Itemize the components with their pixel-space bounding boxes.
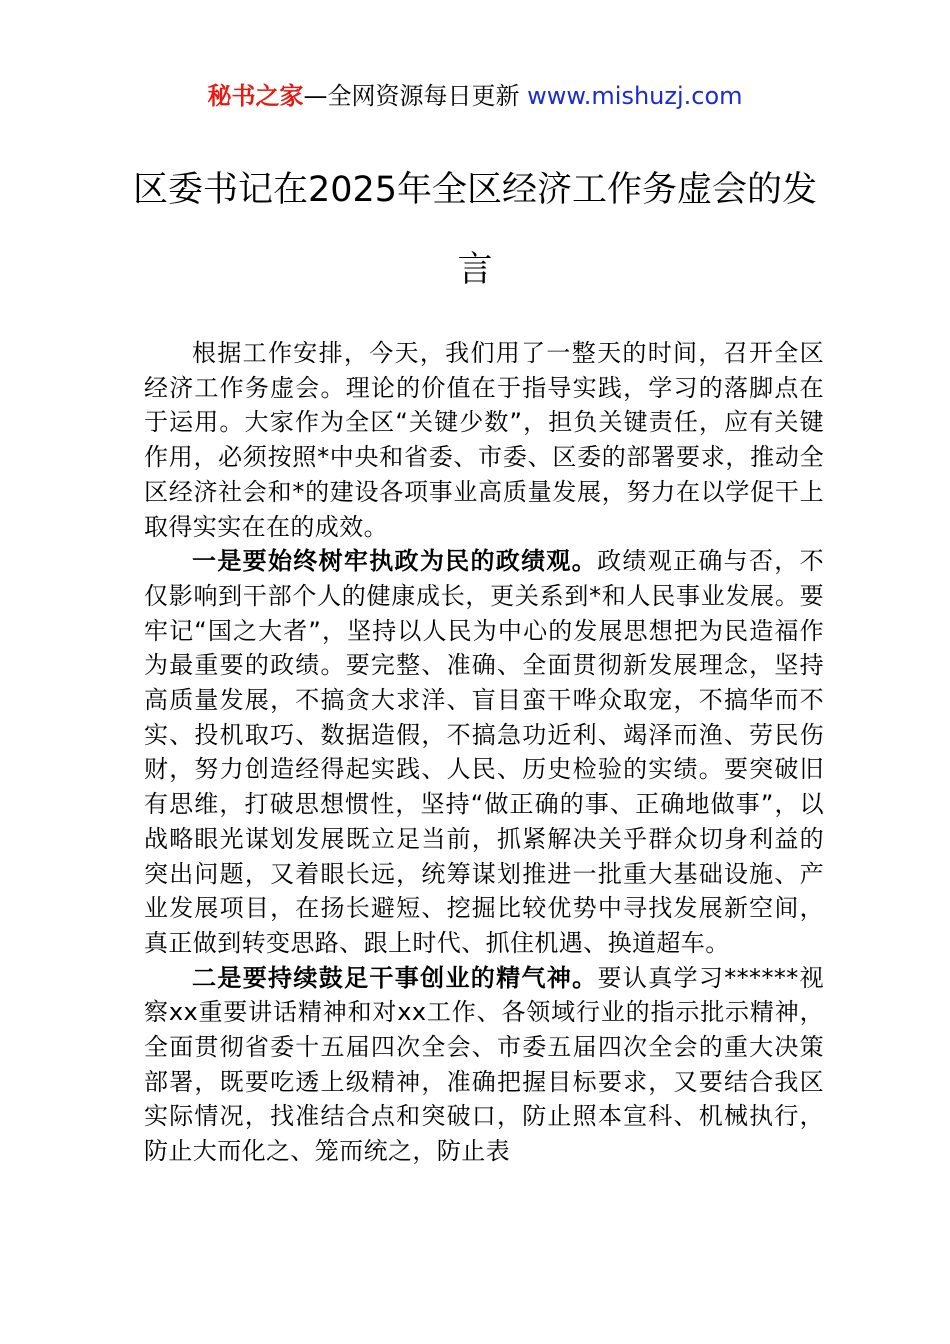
header-slogan: —全网资源每日更新 bbox=[303, 82, 528, 110]
paragraph-text: 要认真学习******视察xx重要讲话精神和对xx工作、各领域行业的指示批示精神，全面贯彻省委十五届四次全会、市委五届四次全会的重大决策部署，既要吃透上级精神，准确把握目标要求，又要结合我区实际情况，找准结合点和突破口，防止照本宣科、机械执行，防止大而化之、笼而统之，防止表 bbox=[144, 963, 824, 1166]
paragraph-lead: 二是要持续鼓足干事创业的精气神。 bbox=[192, 963, 598, 992]
site-header bbox=[0, 78, 950, 114]
paragraph-text: 政绩观正确与否，不仅影响到干部个人的健康成长，更关系到*和人民事业发展。要牢记“国之大者”，坚持以人民为中心的发展思想把为民造福作为最重要的政绩。要完整、准确、全面贯彻新发展理念，坚持高质量发展，不搞贪大求洋、盲目蛮干哗众取宠，不搞华而不实、投机取巧、数据造假，不搞急功近利、竭泽而渔、劳民伤财，努力创造经得起实践、人民、历史检验的实绩。要突破旧有思维，打破思想惯性，坚持“做正确的事、正确地做事”，以战略眼光谋划发展既立足当前，抓紧解决关乎群众切身利益的突出问题，又着眼长远，统筹谋划推进一批重大基础设施、产业发展项目，在扬长避短、挖掘比较优势中寻找发展新空间，真正做到转变思路、跟上时代、抓住机遇、换道超车。 bbox=[144, 547, 824, 957]
paragraph-lead: 一是要始终树牢执政为民的政绩观。 bbox=[192, 547, 598, 576]
document-title: 区委书记在2025年全区经济工作务虚会的发言 bbox=[132, 170, 818, 290]
paragraph-intro bbox=[144, 336, 824, 544]
brand-name: 秘书之家 bbox=[207, 82, 304, 110]
paragraph-point-1 bbox=[144, 544, 824, 960]
paragraph-text: 根据工作安排，今天，我们用了一整天的时间，召开全区经济工作务虚会。理论的价值在于指导实践，学习的落脚点在于运用。大家作为全区“关键少数”，担负关键责任，应有关键作用，必须按照*中央和省委、市委、区委的部署要求，推动全区经济社会和*的建设各项事业高质量发展，努力在以学促干上取得实实在在的成效。 bbox=[144, 339, 824, 541]
paragraph-point-2 bbox=[144, 961, 824, 1169]
site-url-link[interactable]: www.mishuzj.com bbox=[527, 82, 743, 110]
document-body bbox=[144, 336, 824, 1169]
